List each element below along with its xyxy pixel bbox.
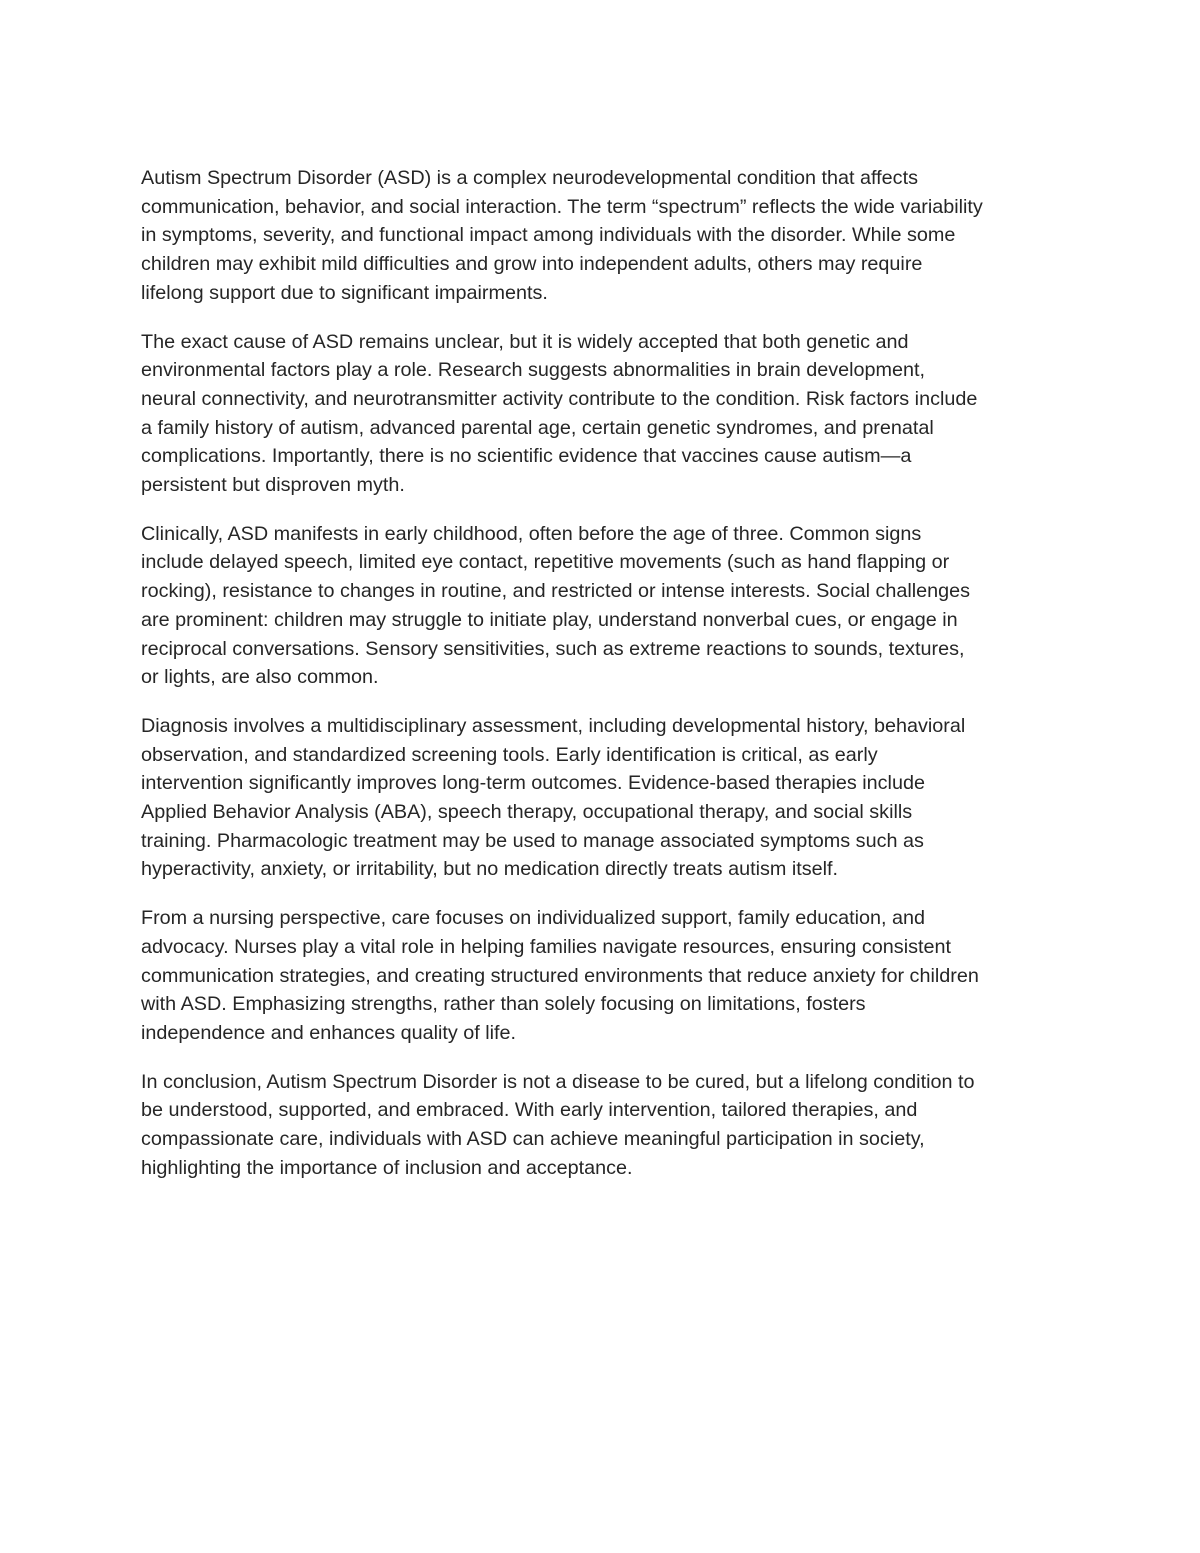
- text-line: intervention significantly improves long-term outcomes. Evidence-based therapies include: [141, 772, 925, 795]
- text-line: in symptoms, severity, and functional impact among individuals with the disorder. While some: [141, 224, 956, 247]
- text-line: be understood, supported, and embraced. With early intervention, tailored therapies, and: [141, 1099, 918, 1122]
- text-line: compassionate care, individuals with ASD can achieve meaningful participation in society,: [141, 1128, 925, 1151]
- text-line: The exact cause of ASD remains unclear, but it is widely accepted that both genetic and: [141, 330, 909, 353]
- paragraph-nursing: [141, 904, 1071, 1048]
- text-line: reciprocal conversations. Sensory sensitivities, such as extreme reactions to sounds, textures,: [141, 637, 965, 660]
- text-line: In conclusion, Autism Spectrum Disorder is not a disease to be cured, but a lifelong condition to: [141, 1070, 975, 1093]
- text-line: environmental factors play a role. Research suggests abnormalities in brain development,: [141, 359, 925, 382]
- paragraph-introduction: [141, 164, 1071, 308]
- text-line: advocacy. Nurses play a vital role in helping families navigate resources, ensuring consistent: [141, 935, 951, 958]
- text-line: Autism Spectrum Disorder (ASD) is a complex neurodevelopmental condition that affects: [141, 167, 918, 189]
- paragraph-conclusion: [141, 1068, 1071, 1183]
- text-line: communication, behavior, and social interaction. The term “spectrum” reflects the wide variability: [141, 195, 983, 218]
- text-line: Diagnosis involves a multidisciplinary assessment, including developmental history, behavioral: [141, 714, 966, 737]
- text-line: are prominent: children may struggle to initiate play, understand nonverbal cues, or engage in: [141, 608, 958, 631]
- text-line: Clinically, ASD manifests in early childhood, often before the age of three. Common signs: [141, 522, 922, 545]
- text-line: or lights, are also common.: [141, 666, 379, 689]
- text-line: include delayed speech, limited eye contact, repetitive movements (such as hand flapping or: [141, 551, 950, 574]
- text-line: children may exhibit mild difficulties and grow into independent adults, others may require: [141, 253, 923, 276]
- text-line: training. Pharmacologic treatment may be used to manage associated symptoms such as: [141, 829, 924, 852]
- text-line: Applied Behavior Analysis (ABA), speech therapy, occupational therapy, and social skills: [141, 801, 913, 824]
- text-line: observation, and standardized screening tools. Early identification is critical, as early: [141, 743, 878, 766]
- paragraph-diagnosis: [141, 712, 1071, 884]
- text-line: persistent but disproven myth.: [141, 474, 405, 497]
- text-line: From a nursing perspective, care focuses on individualized support, family education, and: [141, 907, 925, 930]
- text-line: hyperactivity, anxiety, or irritability, but no medication directly treats autism itself.: [141, 858, 838, 881]
- text-line: independence and enhances quality of life.: [141, 1021, 517, 1044]
- text-line: a family history of autism, advanced parental age, certain genetic syndromes, and prenatal: [141, 416, 934, 439]
- paragraph-clinical-signs: [141, 520, 1071, 692]
- text-line: rocking), resistance to changes in routine, and restricted or intense interests. Social challenges: [141, 580, 971, 603]
- text-line: lifelong support due to significant impairments.: [141, 281, 548, 304]
- text-line: communication strategies, and creating structured environments that reduce anxiety for children: [141, 964, 979, 987]
- paragraph-causes: [141, 328, 1071, 500]
- text-line: highlighting the importance of inclusion and acceptance.: [141, 1156, 633, 1179]
- text-line: with ASD. Emphasizing strengths, rather than solely focusing on limitations, fosters: [141, 993, 866, 1016]
- text-line: complications. Importantly, there is no scientific evidence that vaccines cause autism—a: [141, 445, 912, 468]
- text-line: neural connectivity, and neurotransmitter activity contribute to the condition. Risk factors include: [141, 387, 978, 410]
- document-body: [141, 164, 1071, 1203]
